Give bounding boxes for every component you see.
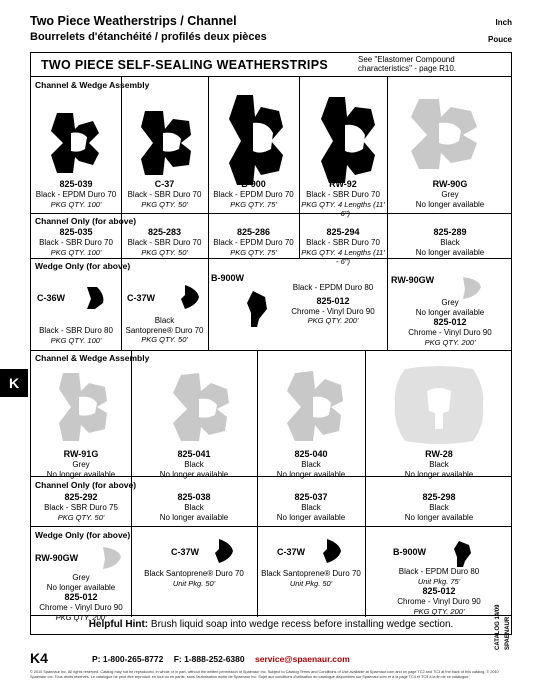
product-cell-c37 [121, 179, 208, 209]
banner-title: TWO PIECE SELF-SEALING WEATHERSTRIPS [41, 58, 328, 72]
product-pkg: No longer available [159, 512, 229, 522]
product-code: B-900 [241, 179, 266, 189]
product-pkg: Unit Pkg. 75' [417, 576, 461, 586]
product-desc: Black [184, 460, 204, 469]
product-desc: Black - SBR Duro 70 [39, 238, 113, 247]
email-link[interactable]: service@spaenaur.com [255, 654, 350, 664]
product-pkg: No longer available [159, 469, 229, 479]
product-pkg: No longer available [276, 469, 346, 479]
product-code: 825-298 [422, 492, 456, 502]
page-title-fr: Bourrelets d'étanchéité / profilés deux pièces [30, 31, 267, 43]
table-banner [31, 53, 511, 77]
product-pkg: No longer available [46, 469, 116, 479]
product-code: C-37W [127, 293, 156, 303]
product-pkg: PKG QTY. 100' [50, 199, 102, 209]
hint-text: Brush liquid soap into wedge recess before installing wedge section. [148, 619, 454, 630]
product-code: C-37W [171, 547, 200, 557]
product-pkg: PKG QTY. 200' [413, 606, 465, 616]
product-code: 825-040 [294, 449, 328, 459]
product-pkg: PKG QTY. 75' [230, 199, 277, 209]
profile-c36w-drawing [83, 285, 107, 311]
product-pkg: PKG QTY. 200' [424, 337, 476, 347]
product-code: RW-90GW [391, 275, 435, 285]
wedge-code-b900w-2 [393, 547, 443, 558]
product-cell-rw28 [365, 449, 513, 479]
fax-number: F: 1-888-252-6380 [173, 654, 245, 664]
product-pkg: No longer available [415, 247, 485, 257]
product-pkg: PKG QTY. 200' [55, 612, 107, 622]
unit-label-fr: Pouce [487, 35, 512, 44]
product-code: 825-038 [177, 492, 211, 502]
product-cell-b900w-right [278, 283, 388, 326]
product-code: 825-289 [433, 227, 467, 237]
product-code: 825-037 [294, 492, 328, 502]
profile-b900-drawing [227, 93, 285, 187]
col-divider [121, 77, 122, 350]
section-label: Wedge Only (for above) [35, 261, 131, 271]
product-desc: Black Santoprene® Duro 70 [144, 569, 244, 578]
wedge-code-c37w [127, 293, 167, 304]
product-code: C-37W [277, 547, 306, 557]
product-cell-b900 [208, 179, 299, 209]
product-cell-rw91g [31, 449, 131, 479]
product-desc: Black [429, 503, 449, 512]
product-code: RW-28 [425, 449, 453, 459]
wedge-code-c37w-3 [277, 547, 317, 558]
product-cell-c37w-3 [257, 569, 365, 588]
row-divider [31, 258, 511, 259]
section-label: Channel Only (for above) [35, 480, 137, 490]
product-desc: Black - EPDM Duro 70 [213, 190, 294, 199]
section-label: Channel & Wedge Assembly [35, 80, 150, 90]
product-code: 825-041 [177, 449, 211, 459]
row-divider [31, 213, 511, 214]
product-pkg: PKG QTY. 100' [50, 247, 102, 257]
row-divider [31, 350, 511, 351]
product-code: RW-91G [63, 449, 99, 459]
wedge-code-c36w [37, 293, 77, 304]
product-desc: Chrome - Vinyl Duro 90 [397, 597, 481, 606]
product-pkg: PKG QTY. 50' [141, 335, 188, 344]
product-cell-rw90g [387, 179, 513, 209]
product-pkg: PKG QTY. 100' [50, 335, 102, 345]
product-desc: Black [184, 503, 204, 512]
product-pkg: PKG QTY. 50' [57, 512, 105, 522]
profile-c37w-drawing [177, 283, 201, 311]
product-cell-825-289 [387, 227, 513, 257]
product-desc: Black - SBR Duro 80 [39, 326, 113, 335]
product-desc: Grey [441, 190, 459, 199]
header-row-en [30, 14, 512, 30]
profile-b900w-drawing [243, 289, 269, 329]
product-code: 825-012 [433, 317, 467, 327]
product-pkg: PKG QTY. 200' [307, 316, 359, 325]
product-desc: Black - SBR Duro 70 [127, 238, 202, 247]
product-cell-c36w [31, 326, 121, 345]
profile-b900w-2-drawing [451, 539, 473, 569]
product-desc: No longer available [46, 582, 116, 592]
product-desc: Black [440, 238, 460, 247]
product-cell-825-292 [31, 492, 131, 522]
product-cell-825-283 [121, 227, 208, 257]
product-desc: Black - SBR Duro 75 [44, 503, 118, 512]
wedge-code-b900w [211, 273, 271, 284]
col-divider [208, 77, 209, 350]
wedge-code-rw90gw-2 [35, 553, 95, 564]
profile-825-040-drawing [285, 369, 345, 443]
product-desc: Chrome - Vinyl Duro 90 [291, 306, 375, 316]
product-cell-825-298 [365, 492, 513, 522]
product-desc: Black [154, 316, 175, 325]
catalog-id: CATALOG 14/09 [495, 604, 501, 650]
product-desc: Black - EPDM Duro 70 [213, 238, 294, 247]
product-desc: Black Santoprene® Duro 70 [261, 569, 361, 578]
profile-rw91g-drawing [57, 371, 109, 443]
profile-rw90gw-2-drawing [97, 543, 125, 573]
product-cell-825-286 [208, 227, 299, 257]
product-desc: Black - SBR Duro 70 [306, 238, 380, 247]
product-code: 825-294 [326, 227, 360, 237]
product-code: 825-012 [64, 592, 98, 602]
product-code: RW-92 [329, 179, 357, 189]
product-cell-b900w-2 [365, 567, 513, 616]
brand-vertical: SPAENAUR [505, 616, 511, 650]
product-code: B-900W [393, 547, 427, 557]
product-cell-825-294 [299, 227, 387, 267]
product-cell-825-037 [257, 492, 365, 522]
product-code: 825-283 [147, 227, 182, 237]
product-desc: No longer available [415, 307, 485, 317]
profile-c37-drawing [139, 109, 193, 177]
side-margin [495, 540, 535, 660]
product-code: 825-286 [236, 227, 271, 237]
product-pkg: PKG QTY. 50' [141, 199, 188, 209]
profile-c37w-2-drawing [211, 537, 235, 565]
product-pkg: Unit Pkg. 50' [289, 578, 333, 588]
product-desc: Grey [72, 460, 90, 469]
product-cell-825-035 [31, 227, 121, 257]
product-cell-825-038 [131, 492, 257, 522]
product-desc: Black - EPDM Duro 80 [292, 283, 374, 292]
product-code: 825-035 [59, 227, 93, 237]
unit-label-en: Inch [495, 18, 512, 27]
product-cell-825-040 [257, 449, 365, 479]
product-desc: Black - SBR Duro 70 [127, 190, 202, 199]
product-desc: Black [301, 503, 321, 512]
product-desc: Black - EPDM Duro 80 [398, 567, 480, 576]
profile-825-039-drawing [49, 111, 101, 175]
product-code: 825-012 [316, 295, 350, 306]
product-desc: Black - SBR Duro 70 [306, 190, 380, 199]
product-code: RW-90G [432, 179, 468, 189]
product-code: RW-90GW [35, 553, 79, 563]
product-pkg: PKG QTY. 4 Lengths (11' - 6") [301, 247, 385, 266]
profile-rw28-drawing [391, 363, 487, 447]
contact-line [92, 654, 350, 664]
product-pkg: Unit Pkg. 50' [172, 578, 216, 588]
product-desc: Grey [72, 573, 90, 582]
section-label: Channel & Wedge Assembly [35, 353, 150, 363]
product-code: C-36W [37, 293, 66, 303]
product-desc: Black [301, 460, 321, 469]
wedge-code-c37w-2 [171, 547, 211, 558]
product-pkg: No longer available [415, 199, 485, 209]
product-desc: Black [429, 460, 449, 469]
profile-825-041-drawing [171, 371, 231, 443]
product-desc: Chrome - Vinyl Duro 90 [39, 603, 123, 612]
product-cell-c37w-2 [131, 569, 257, 588]
product-code: C-37 [154, 179, 175, 189]
phone-number: P: 1-800-265-8772 [92, 654, 164, 664]
product-cell-rw92 [299, 179, 387, 219]
section-label: Channel Only (for above) [35, 216, 137, 226]
section-label: Wedge Only (for above) [35, 530, 131, 540]
profile-c37w-3-drawing [319, 537, 343, 565]
product-pkg: No longer available [404, 512, 474, 522]
product-cell-c37w [121, 316, 208, 345]
product-pkg: No longer available [276, 512, 346, 522]
header-row-fr [30, 31, 512, 45]
product-code: 825-292 [64, 492, 98, 502]
legal-text: © 2010 Spaenaur Inc. All rights reserved. Catalog may not be reproduced, in whole or in part, without the written permission of Spaenaur Inc. Subject to Catalog Terms and Conditions of Use available at Spaenaur.com and on page TC2 and TC3 at the back of this catalog. © 2010 Spaenaur Inc. Tous droits réservés. Le catalogue ne peut être reproduit, en tout ou en partie, sans l'autorisation écrite de Spaenaur Inc. Sujet aux conditions d'utilisation du catalogue disponibles sur Spaenaur.com et à la page TC4 et TC5 à la fin de ce catalogue. [30, 670, 499, 679]
page-number: K4 [30, 650, 48, 666]
product-desc: Santoprene® Duro 70 [125, 325, 204, 335]
product-pkg: PKG QTY. 50' [141, 247, 188, 257]
product-cell-825-039 [31, 179, 121, 209]
section-tab: K [0, 369, 28, 397]
product-desc: Chrome - Vinyl Duro 90 [408, 328, 492, 337]
product-pkg: No longer available [404, 469, 474, 479]
product-desc: Black - EPDM Duro 70 [35, 190, 117, 199]
product-pkg: PKG QTY. 4 Lengths (11' - 6") [301, 199, 385, 218]
product-desc: Grey [441, 298, 459, 307]
banner-note: See "Elastomer Compound characteristics" - page R10. [358, 55, 456, 73]
catalog-table [30, 52, 512, 635]
wedge-code-rw90gw [391, 275, 451, 286]
product-cell-rw90gw [387, 298, 513, 347]
profile-rw92-drawing [319, 95, 377, 185]
page-title-en: Two Piece Weatherstrips / Channel [30, 14, 237, 28]
row-divider [31, 526, 511, 527]
hint-label: Helpful Hint: [88, 619, 149, 630]
product-code: 825-012 [422, 586, 456, 596]
product-code: 825-039 [59, 179, 93, 189]
product-cell-825-041 [131, 449, 257, 479]
helpful-hint [31, 612, 511, 634]
product-code: B-900W [211, 273, 245, 283]
profile-rw90g-drawing [409, 97, 481, 171]
product-pkg: PKG QTY. 75' [230, 247, 277, 257]
